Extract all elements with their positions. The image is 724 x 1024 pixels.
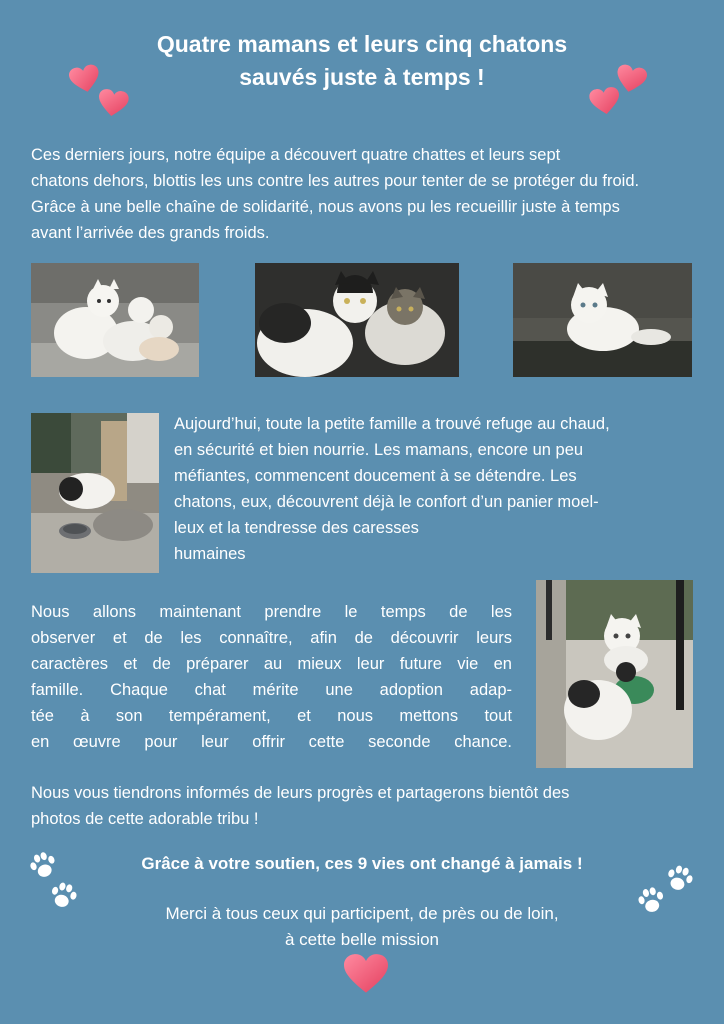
intro-paragraph (31, 142, 696, 246)
section-two-line: en sécurité et bien nourrie. Les mamans, encore un peu (174, 441, 584, 459)
cats-photo-1 (31, 263, 199, 377)
cats-eating-photo (31, 413, 159, 573)
title-line-1: Quatre mamans et leurs cinq chatons (156, 31, 568, 57)
cats-photo-2 (255, 263, 459, 377)
section-three-line: tée à son tempérament, et nous mettons tout (31, 707, 512, 725)
heart-icon (344, 954, 388, 994)
section-three-paragraph (31, 599, 512, 755)
heart-icon (588, 86, 621, 117)
support-line: Grâce à votre soutien, ces 9 vies ont changé à jamais ! (141, 854, 583, 873)
heart-icon (96, 88, 129, 119)
intro-line: chatons dehors, blottis les uns contre les autres pour tenter de se protéger du froid. (31, 172, 640, 190)
cats-outdoor-photo (536, 580, 693, 768)
section-three-line: caractères et de préparer au mieux leur future vie en (31, 655, 512, 673)
title-line-2: sauvés juste à temps ! (239, 64, 485, 90)
thanks-line-2: à cette belle mission (284, 930, 440, 949)
updates-line: photos de cette adorable tribu ! (31, 810, 259, 828)
section-two-paragraph (174, 411, 704, 567)
section-two-line: leux et la tendresse des caresses (174, 519, 419, 537)
section-two-line: chatons, eux, découvrent déjà le confort d’un panier moel- (174, 493, 599, 511)
section-three-line: famille. Chaque chat mérite une adoption adap- (31, 681, 512, 699)
section-three-line: observer et de les connaître, afin de découvrir leurs (31, 629, 512, 647)
thanks-line-1: Merci à tous ceux qui participent, de près ou de loin, (165, 904, 559, 923)
section-two-line: méfiantes, commencent doucement à se détendre. Les (174, 467, 577, 485)
updates-line: Nous vous tiendrons informés de leurs progrès et partagerons bientôt des (31, 784, 570, 802)
section-two-line: humaines (174, 545, 246, 563)
section-two-line: Aujourd’hui, toute la petite famille a trouvé refuge au chaud, (174, 415, 610, 433)
intro-line: avant l’arrivée des grands froids. (31, 224, 270, 242)
intro-line: Ces derniers jours, notre équipe a découvert quatre chattes et leurs sept (31, 146, 561, 164)
updates-paragraph (31, 780, 696, 832)
cats-photo-3 (513, 263, 692, 377)
section-three-line: Nous allons maintenant prendre le temps de les (31, 603, 512, 621)
intro-line: Grâce à une belle chaîne de solidarité, nous avons pu les recueillir juste à temps (31, 198, 620, 216)
thanks-paragraph (0, 901, 724, 953)
section-three-line: en œuvre pour leur offrir cette seconde chance. (31, 733, 512, 751)
